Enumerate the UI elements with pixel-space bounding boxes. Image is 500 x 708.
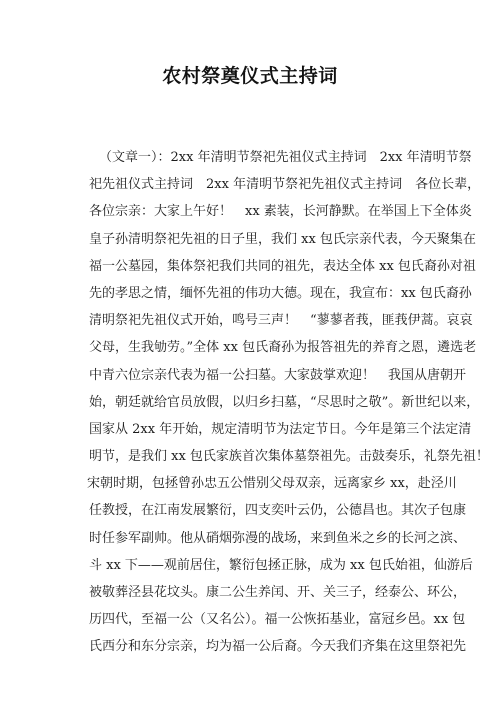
text-line: 父母，生我劬劳。”全体 xx 包氏裔孙为报答祖先的养育之恩，遴选老	[89, 340, 477, 356]
text-line: 被敬葬泾县花坟头。康二公生养闰、开、关三子，经泰公、环公，	[89, 585, 467, 600]
text-line: 皇子孙清明祭祀先祖的日子里，我们 xx 包氏宗亲代表，今天聚集在	[89, 231, 476, 247]
text-line: 历四代，至福一公（又名公）。福一公恢拓基业，富冠乡邑。xx 包	[89, 612, 466, 628]
text-line: 先的孝思之情，缅怀先祖的伟功大德。现在，我宣布：xx 包氏裔孙	[89, 285, 472, 301]
text-line: （文章一）：2xx 年清明节祭祀先祖仪式主持词 2xx 年清明节祭	[99, 150, 472, 165]
text-line: 清明祭祀先祖仪式开始，鸣号三声！ “蓼蓼者莪，匪莪伊蒿。哀哀	[89, 313, 473, 329]
text-line: 国家从 2xx 年开始，规定清明节为法定节日。今年是第三个法定清	[89, 421, 472, 437]
text-line: 各位宗亲：大家上午好！ xx 素装，长河静默。在举国上下全体炎	[89, 204, 472, 220]
text-line: 任教授，在江南发展繁衍，四支奕叶云仍，公德昌也。其次子包康	[89, 503, 467, 519]
text-line: 中青六位宗亲代表为福一公扫墓。大家鼓掌欢迎！ 我国从唐朝开	[89, 367, 467, 383]
text-line: 祀先祖仪式主持词 2xx 年清明节祭祀先祖仪式主持词 各位长辈，	[89, 177, 481, 193]
text-line: 始，朝廷就给官员放假，以归乡扫墓，“尽思时之敬”。新世纪以来，	[89, 394, 480, 410]
document-body	[87, 144, 489, 661]
text-line: 福一公墓园，集体祭祀我们共同的祖先，表达全体 xx 包氏裔孙对祖	[89, 258, 476, 274]
text-line: 时任参军副帅。他从硝烟弥漫的战场，来到鱼米之乡的长河之滨、	[89, 530, 467, 546]
text-line: 宋朝时期，包拯曾孙忠五公惜别父母双亲，远离家乡 xx，赴泾川	[87, 476, 457, 492]
document-title: 农村祭奠仪式主持词	[162, 65, 338, 87]
text-line: 氏西分和东分宗亲，均为福一公后裔。今天我们齐集在这里祭祀先	[89, 639, 467, 655]
text-line: 明节，是我们 xx 包氏家族首次集体墓祭祖先。击鼓奏乐，礼祭先祖！	[89, 449, 489, 465]
text-line: 斗 xx 下——观前居住，繁衍包拯正脉，成为 xx 包氏始祖，仙游后	[89, 557, 473, 573]
